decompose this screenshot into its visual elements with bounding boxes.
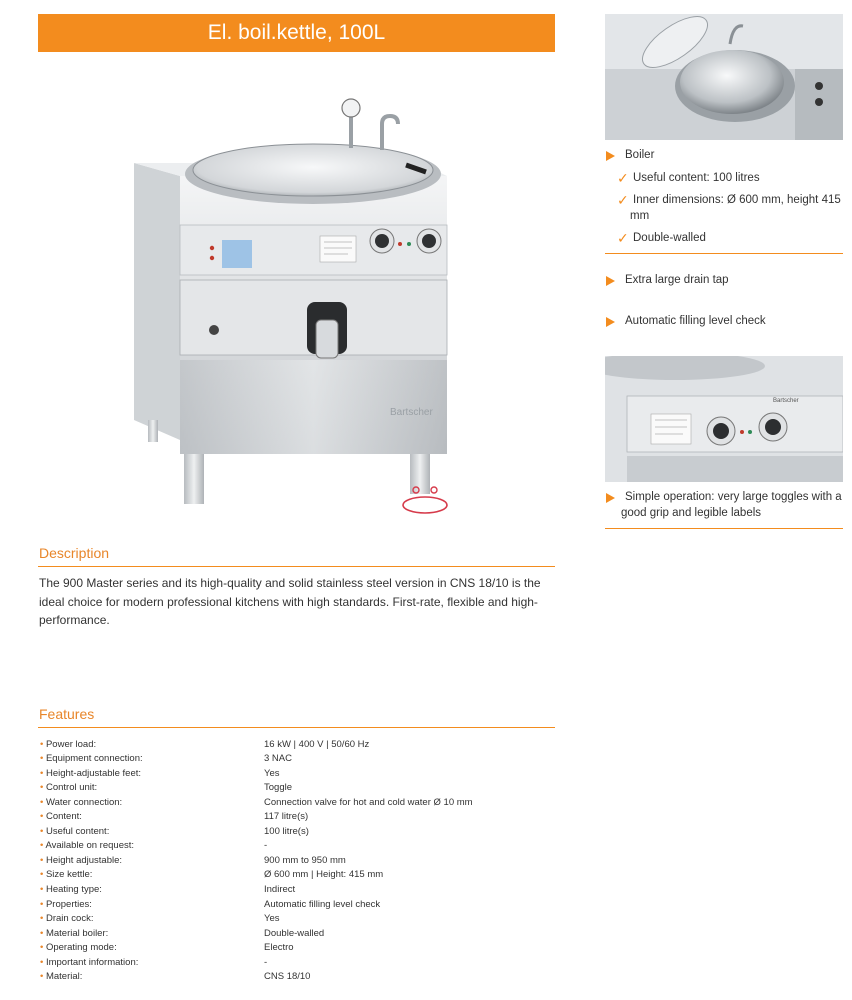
feature-label: Useful content:	[45, 825, 110, 837]
feature-label: Control unit:	[45, 782, 98, 794]
bullet-icon: •	[40, 869, 46, 881]
bullet-icon: •	[40, 825, 46, 837]
features-rule	[38, 727, 555, 728]
sp-operation-2: good grip and legible labels	[621, 507, 762, 519]
description-heading: Description	[39, 545, 110, 561]
feature-value: Double-walled	[264, 927, 325, 939]
feature-label: Size kettle:	[45, 869, 93, 881]
feature-value: 900 mm to 950 mm	[264, 854, 346, 866]
bullet-icon: •	[40, 796, 46, 808]
small-brand-logo: Bartscher	[773, 398, 799, 404]
feature-label: Material boiler:	[45, 927, 109, 939]
feature-value: 16 kW | 400 V | 50/60 Hz	[264, 738, 370, 750]
sp-divider	[605, 528, 843, 529]
feature-label: Important information:	[45, 956, 139, 968]
feature-label: Available on request:	[45, 840, 135, 852]
sp-operation-1: Simple operation: very large toggles with a	[625, 491, 842, 503]
feature-value: -	[264, 840, 268, 852]
arrow-icon	[606, 276, 615, 286]
photo-kettle-open	[605, 14, 843, 140]
feature-row	[40, 839, 555, 854]
feature-value: CNS 18/10	[264, 971, 311, 983]
product-photo	[120, 90, 470, 520]
bullet-icon: •	[40, 942, 46, 954]
feature-value: Toggle	[264, 782, 292, 794]
sp-inner-dimensions-cont: mm	[630, 210, 650, 222]
feature-label: Material:	[45, 971, 83, 983]
bullet-icon: •	[40, 898, 46, 910]
feature-label: Height-adjustable feet:	[45, 767, 142, 779]
feature-row	[40, 941, 555, 956]
photo-controls	[605, 356, 843, 482]
sp-divider	[605, 253, 843, 254]
feature-value: 100 litre(s)	[264, 825, 309, 837]
feature-label: Properties:	[45, 898, 92, 910]
bullet-icon: •	[40, 753, 46, 765]
arrow-icon	[606, 317, 615, 327]
arrow-icon	[606, 493, 615, 503]
feature-row	[40, 781, 555, 796]
sp-double-walled: Double-walled	[633, 232, 706, 244]
feature-row	[40, 767, 555, 782]
bullet-icon: •	[40, 956, 46, 968]
bullet-icon: •	[40, 811, 46, 823]
sp-inner-dimensions: Inner dimensions: Ø 600 mm, height 415	[633, 194, 841, 206]
feature-value: Ø 600 mm | Height: 415 mm	[264, 869, 384, 881]
feature-value: Automatic filling level check	[264, 898, 381, 910]
feature-value: Yes	[264, 767, 280, 779]
feature-row	[40, 868, 555, 883]
feature-row	[40, 956, 555, 971]
feature-row	[40, 912, 555, 927]
feature-label: Water connection:	[45, 796, 123, 808]
check-icon: ✓	[617, 192, 629, 208]
feature-row	[40, 796, 555, 811]
check-icon: ✓	[617, 230, 629, 246]
feature-value: -	[264, 956, 268, 968]
bullet-icon: •	[40, 782, 46, 794]
feature-value: Electro	[264, 942, 294, 954]
feature-value: Yes	[264, 913, 280, 925]
bullet-icon: •	[40, 971, 46, 983]
bullet-icon: •	[40, 884, 46, 895]
feature-label: Height adjustable:	[45, 854, 123, 866]
feature-label: Operating mode:	[45, 942, 117, 954]
features-heading: Features	[39, 706, 95, 722]
feature-label: Drain cock:	[45, 913, 94, 925]
feature-label: Heating type:	[45, 884, 102, 895]
sp-boiler: Boiler	[625, 149, 655, 161]
feature-row	[40, 883, 555, 898]
arrow-icon	[606, 151, 615, 161]
sp-useful-content: Useful content: 100 litres	[633, 172, 760, 184]
feature-value: Indirect	[264, 884, 296, 895]
product-title: El. boil.kettle, 100L	[38, 14, 555, 52]
feature-row	[40, 927, 555, 942]
feature-row	[40, 810, 555, 825]
bullet-icon: •	[40, 767, 46, 779]
description-rule	[38, 566, 555, 567]
bullet-icon: •	[40, 854, 46, 866]
feature-row	[40, 854, 555, 869]
bullet-icon: •	[40, 738, 46, 750]
feature-value: 117 litre(s)	[264, 811, 309, 823]
sp-drain: Extra large drain tap	[625, 274, 729, 286]
feature-row	[40, 970, 555, 985]
bullet-icon: •	[40, 913, 46, 925]
feature-label: Equipment connection:	[45, 753, 143, 765]
feature-row	[40, 738, 555, 753]
brand-logo: Bartscher	[390, 407, 433, 418]
bullet-icon: •	[40, 840, 46, 852]
description-text: The 900 Master series and its high-quality and solid stainless steel version in CNS 18/10 is the ideal choice for modern professional kitchens with high standards. First-rate, flexible and high-performance.	[39, 576, 541, 627]
sp-filling: Automatic filling level check	[625, 315, 766, 327]
feature-value: Connection valve for hot and cold water Ø 10 mm	[264, 796, 473, 808]
bullet-icon: •	[40, 927, 46, 939]
feature-row	[40, 825, 555, 840]
feature-label: Content:	[45, 811, 82, 823]
check-icon: ✓	[617, 170, 629, 186]
feature-label: Power load:	[45, 738, 97, 750]
feature-row	[40, 752, 555, 767]
feature-value: 3 NAC	[264, 753, 292, 765]
feature-row	[40, 898, 555, 913]
